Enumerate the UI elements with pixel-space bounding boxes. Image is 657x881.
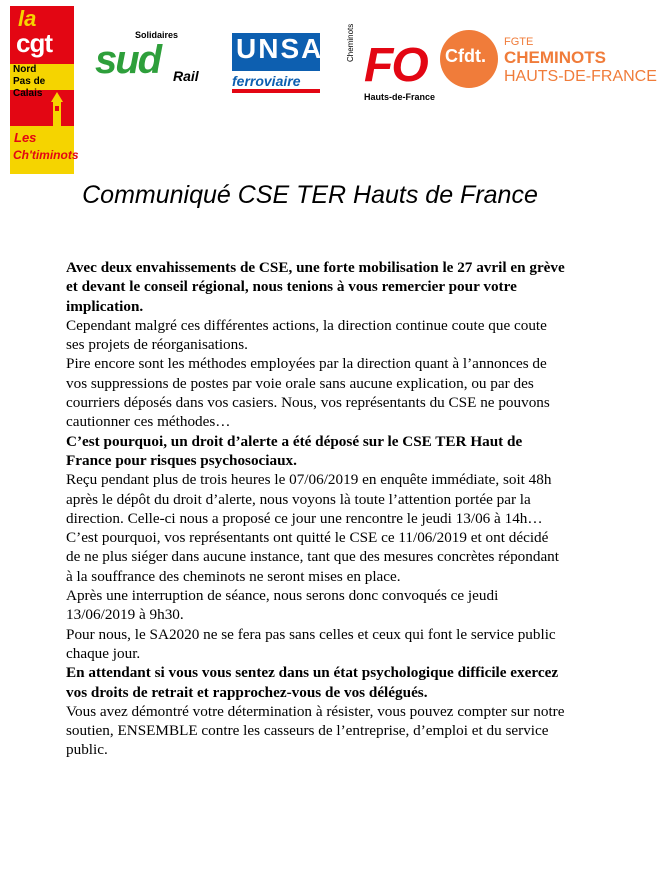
paragraph: Reçu pendant plus de trois heures le 07/06/2019 en enquête immédiate, soit 48h après le dépôt du droit d’alerte, nous voyons là toute l’attention portée par la direction. Celle-ci nous a proposé ce jour une rencontre le jeudi 13/06 à 14h… (66, 471, 552, 527)
cfdt-line3: HAUTS-DE-FRANCE (504, 68, 657, 85)
cgt-name: cgt (16, 28, 52, 58)
fo-logo (346, 23, 436, 110)
paragraph: Avec deux envahissements de CSE, une forte mobilisation le 27 avril en grève et devant le conseil régional, nous tenions à vous remercier pour votre implication. (66, 259, 565, 315)
sud-solidaires: Solidaires (135, 30, 179, 40)
cfdt-line1: FGTE (504, 36, 534, 48)
sud-rail: Rail (173, 68, 199, 84)
cfdt-circle (440, 30, 498, 88)
paragraph: Pour nous, le SA2020 ne se fera pas sans celles et ceux qui font le service public chaque jour. (66, 625, 556, 662)
cgt-region (10, 64, 74, 99)
cfdt-name: Cfdt. (445, 46, 486, 66)
cgt-bottom-1: Les (14, 130, 37, 145)
sud-rail-logo (95, 30, 205, 102)
paragraph: En attendant si vous vous sentez dans un état psychologique difficile exercez vos droits de retrait et rapprochez-vous de vos délégués. (66, 664, 559, 701)
fo-cheminots: Cheminots (346, 23, 355, 62)
cfdt-line2: CHEMINOTS (504, 48, 606, 67)
cgt-la: la (18, 6, 37, 31)
unsa-ferroviaire: ferroviaire (232, 73, 301, 89)
union-logos (0, 0, 657, 180)
cfdt-logo (440, 28, 657, 98)
cgt-logo (10, 6, 79, 174)
unsa-box (232, 33, 324, 71)
cgt-region-1: Nord (13, 64, 37, 75)
cgt-chtiminots-badge (10, 126, 79, 174)
cgt-region-2: Pas de Calais (13, 76, 46, 99)
fo-name: FO (364, 39, 427, 92)
belfry-icon (48, 92, 66, 128)
paragraph: Pire encore sont les méthodes employées par la direction quant à l’annonces de vos suppressions de postes par voie orale sans aucune explication, ou par des courriers déposés dans vos casiers. Nous, vos représentants du CSE ne pouvons cautionner ces méthodes… (66, 355, 550, 431)
fo-region: Hauts-de-France (364, 92, 436, 102)
paragraph: Cependant malgré ces différentes actions, la direction continue coute que coute ses projets de réorganisations. (66, 316, 547, 354)
sud-name: sud (95, 38, 161, 82)
paragraph: C’est pourquoi, vos représentants ont quitté le CSE ce 11/06/2019 et ont décidé de ne plus siéger dans aucune instance, tant que des mesures concrètes répondant à la souffrance des cheminots ne seront mises en place. (66, 529, 559, 585)
unsa-ferroviaire-logo (232, 33, 322, 95)
communique-body (66, 258, 566, 760)
unsa-name: UNSA (236, 33, 324, 64)
unsa-bar (232, 89, 320, 93)
paragraph: C’est pourquoi, un droit d’alerte a été déposé sur le CSE TER Haut de France pour risques psychosociaux. (66, 432, 523, 469)
paragraph: Après une interruption de séance, nous serons donc convoqués ce jeudi 13/06/2019 à 9h30. (66, 587, 499, 624)
page-title: Communiqué CSE TER Hauts de France (82, 181, 538, 209)
paragraph: Vous avez démontré votre détermination à résister, vous pouvez compter sur notre soutien, ENSEMBLE contre les casseurs de l’entreprise, d’emploi et du service public. (66, 702, 565, 759)
cgt-bottom-2: Ch'timinots (13, 148, 79, 162)
